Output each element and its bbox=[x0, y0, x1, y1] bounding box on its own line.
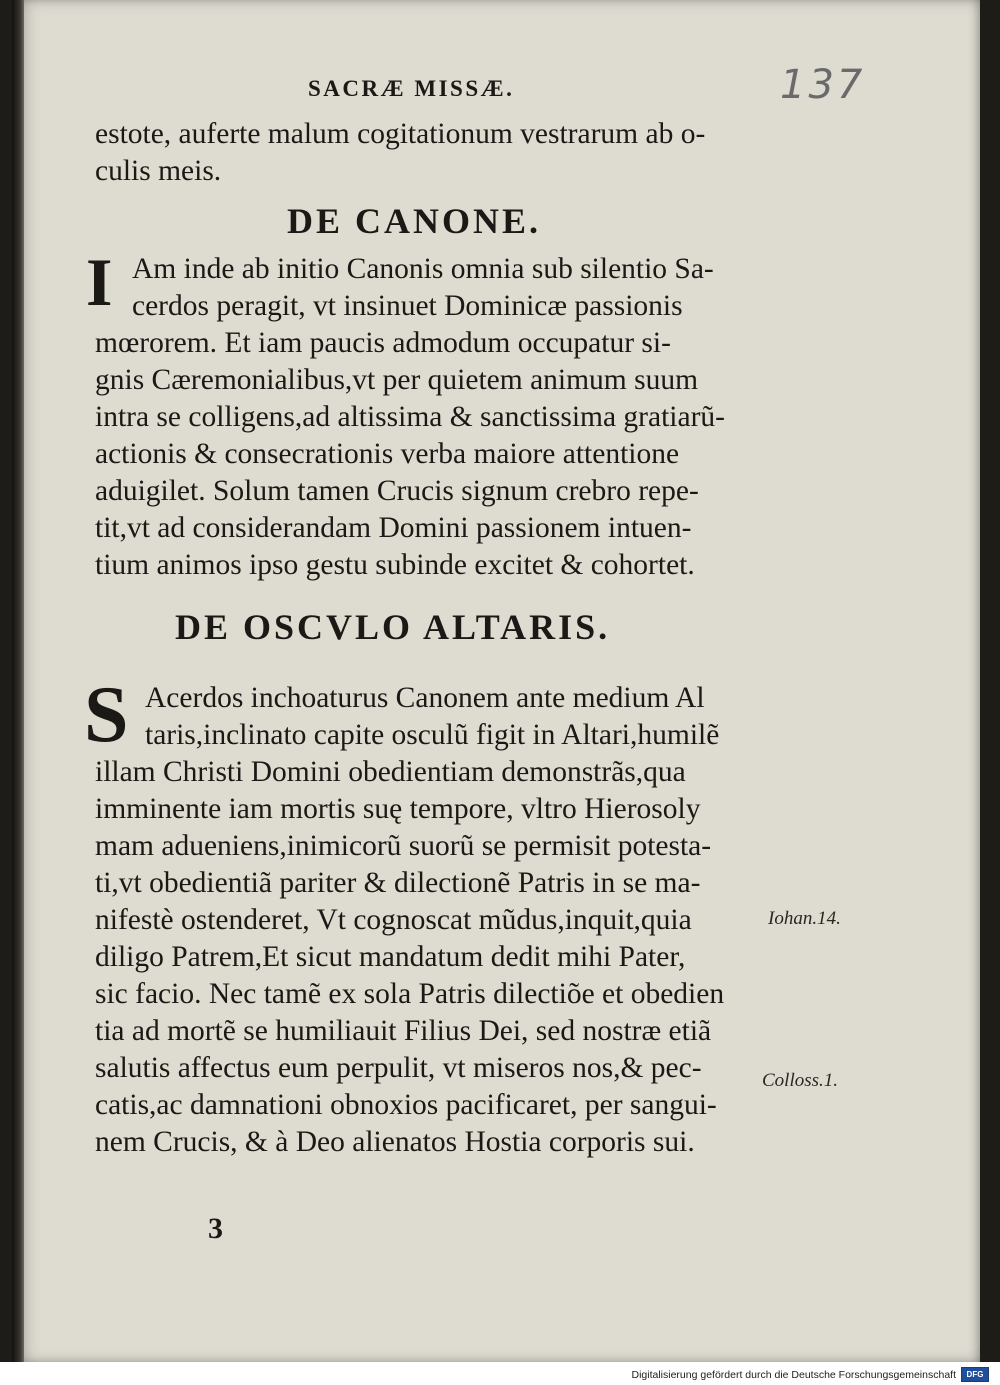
text-line: estote, auferte malum cogitationum vestrarum ab o- bbox=[95, 118, 706, 150]
dfg-logo: DFG bbox=[961, 1367, 989, 1382]
running-head: SACRÆ MISSÆ. bbox=[308, 76, 515, 101]
text-line: ti,vt obedientiã pariter & dilectionẽ Patris in se ma- bbox=[95, 867, 701, 899]
text-line: taris,inclinato capite osculũ figit in Altari,humilẽ bbox=[145, 719, 720, 751]
margin-note: Iohan.14. bbox=[768, 908, 841, 929]
folio-number: 137 bbox=[780, 62, 866, 108]
text-line: illam Christi Domini obedientiam demonstrãs,qua bbox=[95, 756, 686, 788]
section-heading-canone: DE CANONE. bbox=[287, 201, 542, 241]
section-heading-osculo: DE OSCVLO ALTARIS. bbox=[175, 607, 611, 647]
drop-capital: I bbox=[86, 244, 113, 320]
text-line: sic facio. Nec tamẽ ex sola Patris dilectiõe et obedien bbox=[95, 978, 725, 1010]
text-line: nem Crucis, & à Deo alienatos Hostia corporis sui. bbox=[95, 1126, 695, 1158]
text-line: nifestè ostenderet, Vt cognoscat mũdus,inquit,quia bbox=[95, 904, 692, 936]
drop-capital: S bbox=[84, 671, 129, 759]
signature-mark: 3 bbox=[208, 1212, 223, 1245]
text-line: actionis & consecrationis verba maiore attentione bbox=[95, 438, 680, 470]
text-line: culis meis. bbox=[95, 155, 222, 187]
text-line: mam adueniens,inimicorũ suorũ se permisit potesta- bbox=[95, 830, 712, 862]
text-line: Acerdos inchoaturus Canonem ante medium Al bbox=[145, 682, 705, 714]
text-line: tium animos ipso gestu subinde excitet & cohortet. bbox=[95, 549, 695, 581]
text-line: salutis affectus eum perpulit, vt miseros nos,& pec- bbox=[95, 1052, 702, 1084]
text-line: tia ad mortẽ se humiliauit Filius Dei, sed nostræ etiã bbox=[95, 1015, 712, 1047]
text-line: diligo Patrem,Et sicut mandatum dedit mihi Pater, bbox=[95, 941, 686, 973]
text-line: imminente iam mortis suę tempore, vltro Hierosoly bbox=[95, 793, 701, 825]
text-line: Am inde ab initio Canonis omnia sub silentio Sa- bbox=[132, 253, 714, 285]
text-line: catis,ac damnationi obnoxios pacificaret, per sangui- bbox=[95, 1089, 717, 1121]
book-gutter-shadow bbox=[12, 0, 24, 1362]
text-line: tit,vt ad considerandam Domini passionem intuen- bbox=[95, 512, 692, 544]
text-line: gnis Cæremonialibus,vt per quietem animum suum bbox=[95, 364, 699, 396]
text-line: intra se colligens,ad altissima & sanctissima gratiarũ- bbox=[95, 401, 725, 433]
text-line: mœrorem. Et iam paucis admodum occupatur si- bbox=[95, 327, 671, 359]
digitization-credit: Digitalisierung gefördert durch die Deutsche Forschungsgemeinschaft bbox=[631, 1369, 956, 1381]
margin-note: Colloss.1. bbox=[762, 1070, 839, 1091]
text-line: aduigilet. Solum tamen Crucis signum crebro repe- bbox=[95, 475, 699, 507]
text-line: cerdos peragit, vt insinuet Dominicæ passionis bbox=[132, 290, 683, 322]
